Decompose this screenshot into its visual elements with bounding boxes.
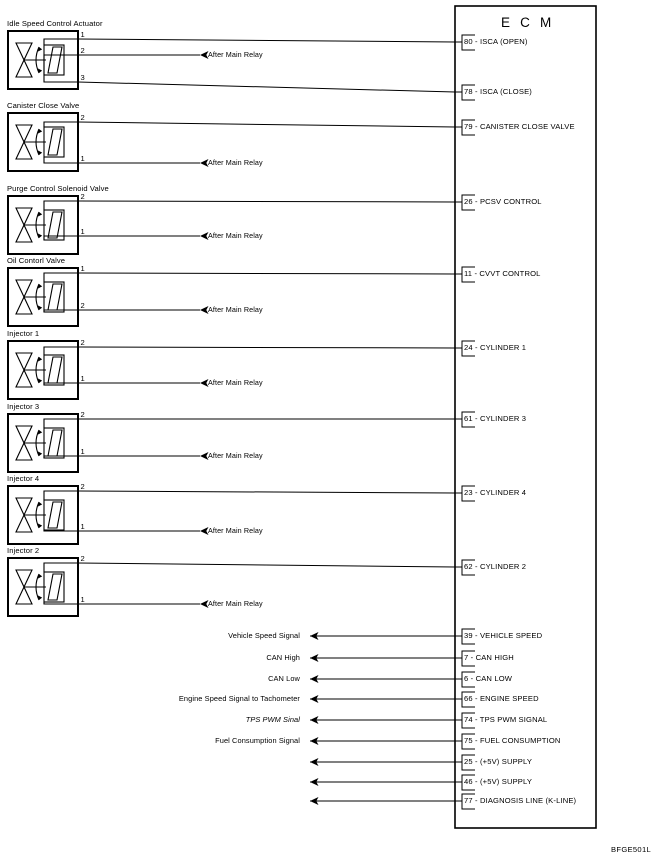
component-pin-number: 3 xyxy=(80,72,85,82)
after-main-relay-label: After Main Relay xyxy=(208,526,263,535)
wire-to-ecm xyxy=(78,122,455,127)
component-title-3: Oil Contorl Valve xyxy=(7,256,66,265)
ecm-pin-label-11: 11 - CVVT CONTROL xyxy=(464,269,541,279)
ecm-pin-label-61: 61 - CYLINDER 3 xyxy=(464,414,527,424)
ecm-pin-label-66: 66 - ENGINE SPEED xyxy=(464,694,539,704)
solenoid-valve-symbol xyxy=(16,125,64,159)
ecm-pin-label-62: 62 - CYLINDER 2 xyxy=(464,562,527,572)
after-main-relay-label: After Main Relay xyxy=(208,378,263,387)
component-pin-number: 1 xyxy=(80,263,85,273)
output-signal-wires-group xyxy=(310,636,455,801)
ecm-pin-label-7: 7 - CAN HIGH xyxy=(464,653,514,663)
component-title-2: Purge Control Solenoid Valve xyxy=(7,184,109,193)
wire-to-ecm xyxy=(78,563,455,567)
coil-winding-icon xyxy=(48,212,62,238)
component-symbols-group xyxy=(8,31,78,616)
after-main-relay-label: After Main Relay xyxy=(208,451,263,460)
output-signal-label-2: CAN Low xyxy=(268,673,300,683)
wires-group xyxy=(78,39,455,604)
coil-winding-icon xyxy=(48,129,62,155)
component-pin-number: 2 xyxy=(80,553,85,563)
component-title-5: Injector 3 xyxy=(7,402,40,411)
component-pin-number: 1 xyxy=(80,594,85,604)
component-title-0: Idle Speed Control Actuator xyxy=(7,19,103,28)
component-pin-number: 1 xyxy=(80,446,85,456)
coil-winding-icon xyxy=(48,430,62,456)
ecm-pin-label-74: 74 - TPS PWM SIGNAL xyxy=(464,715,548,725)
output-signal-label-0: Vehicle Speed Signal xyxy=(228,630,300,640)
component-internal-lead xyxy=(44,273,78,282)
coil-winding-icon xyxy=(48,502,62,528)
component-internal-lead xyxy=(44,39,78,45)
reference-code: BFGE501L xyxy=(611,845,651,854)
ecm-title: E C M xyxy=(501,15,555,30)
coil-winding-icon xyxy=(48,47,62,73)
output-signal-label-5: Fuel Consumption Signal xyxy=(215,735,300,745)
ecm-pin-label-80: 80 - ISCA (OPEN) xyxy=(464,37,528,47)
solenoid-valve-symbol xyxy=(16,280,64,314)
after-main-relay-label: After Main Relay xyxy=(208,50,263,59)
component-pin-number: 2 xyxy=(80,112,85,122)
component-pin-number: 2 xyxy=(80,337,85,347)
component-internal-lead xyxy=(44,122,78,127)
component-pin-number: 2 xyxy=(80,45,85,55)
component-internal-lead xyxy=(44,75,78,82)
ecm-pin-label-25: 25 - (+5V) SUPPLY xyxy=(464,757,533,767)
component-internal-lead xyxy=(44,157,78,163)
solenoid-valve-symbol xyxy=(16,570,64,604)
component-title-7: Injector 2 xyxy=(7,546,40,555)
component-title-6: Injector 4 xyxy=(7,474,40,483)
wire-to-ecm xyxy=(78,82,455,92)
component-pin-number: 2 xyxy=(80,300,85,310)
component-pin-number: 1 xyxy=(80,153,85,163)
output-signal-label-1: CAN High xyxy=(266,652,300,662)
solenoid-valve-symbol xyxy=(16,426,64,460)
after-main-relay-label: After Main Relay xyxy=(208,231,263,240)
wire-to-ecm xyxy=(78,491,455,493)
component-title-1: Canister Close Valve xyxy=(7,101,80,110)
component-pin-number: 1 xyxy=(80,29,85,39)
wire-to-ecm xyxy=(78,39,455,42)
wire-to-ecm xyxy=(78,347,455,348)
solenoid-valve-symbol xyxy=(16,498,64,532)
ecm-pin-label-23: 23 - CYLINDER 4 xyxy=(464,488,527,498)
ecm-pin-label-75: 75 - FUEL CONSUMPTION xyxy=(464,736,561,746)
component-title-4: Injector 1 xyxy=(7,329,40,338)
after-main-relay-label: After Main Relay xyxy=(208,305,263,314)
solenoid-valve-symbol xyxy=(16,43,64,77)
ecm-pin-label-24: 24 - CYLINDER 1 xyxy=(464,343,527,353)
solenoid-valve-symbol xyxy=(16,208,64,242)
component-pin-number: 2 xyxy=(80,481,85,491)
component-pin-number: 1 xyxy=(80,521,85,531)
coil-winding-icon xyxy=(48,284,62,310)
component-internal-lead xyxy=(44,419,78,428)
component-pin-number: 2 xyxy=(80,191,85,201)
ecm-pin-label-77: 77 - DIAGNOSIS LINE (K-LINE) xyxy=(464,796,577,806)
ecm-pin-label-79: 79 - CANISTER CLOSE VALVE xyxy=(464,122,575,132)
output-signal-label-3: Engine Speed Signal to Tachometer xyxy=(178,693,300,703)
component-internal-lead xyxy=(44,491,78,500)
ecm-pin-label-46: 46 - (+5V) SUPPLY xyxy=(464,777,533,787)
after-main-relay-label: After Main Relay xyxy=(208,599,263,608)
component-internal-lead xyxy=(44,201,78,210)
solenoid-valve-symbol xyxy=(16,353,64,387)
component-internal-lead xyxy=(44,563,78,572)
ecm-pin-label-39: 39 - VEHICLE SPEED xyxy=(464,631,543,641)
component-pin-number: 1 xyxy=(80,226,85,236)
ecm-pin-label-78: 78 - ISCA (CLOSE) xyxy=(464,87,532,97)
wire-to-ecm xyxy=(78,201,455,202)
component-pin-number: 2 xyxy=(80,409,85,419)
ecm-pin-label-26: 26 - PCSV CONTROL xyxy=(464,197,542,207)
component-pin-number: 1 xyxy=(80,373,85,383)
coil-winding-icon xyxy=(48,574,62,600)
wire-to-ecm xyxy=(78,273,455,274)
coil-winding-icon xyxy=(48,357,62,383)
output-signal-label-4: TPS PWM Sinal xyxy=(245,714,300,724)
component-internal-lead xyxy=(44,347,78,355)
ecm-pin-label-6: 6 - CAN LOW xyxy=(464,674,513,684)
after-main-relay-label: After Main Relay xyxy=(208,158,263,167)
